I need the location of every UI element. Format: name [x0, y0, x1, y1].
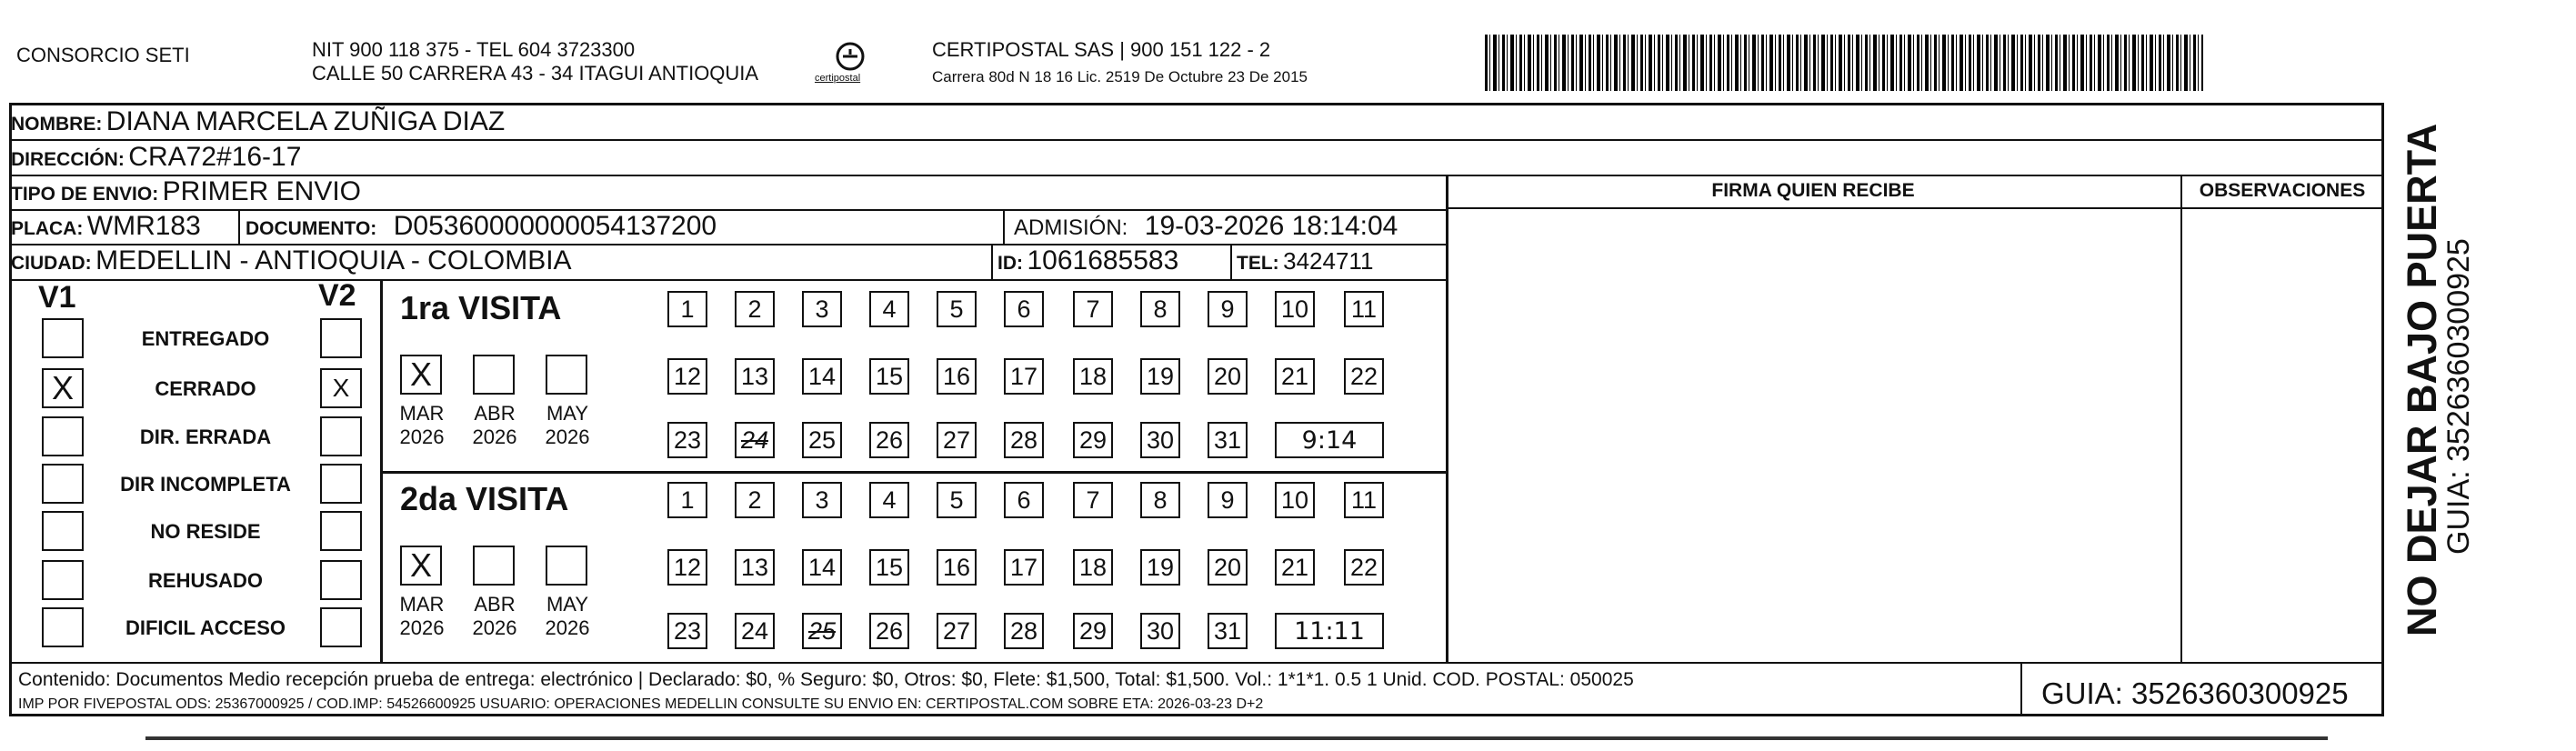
month-label: MAY — [546, 593, 589, 616]
day-box[interactable]: 1 — [667, 482, 707, 518]
day-box[interactable]: 23 — [667, 613, 707, 649]
day-box[interactable]: 24 — [735, 422, 775, 458]
shipping-label: TIPO DE ENVIO: — [11, 184, 159, 205]
signature-area[interactable] — [1448, 209, 2180, 662]
barcode — [1485, 35, 2203, 91]
side-warning: NO DEJAR BAJO PUERTA — [2399, 123, 2445, 636]
day-box[interactable]: 8 — [1140, 482, 1180, 518]
v1-checkbox[interactable]: X — [42, 368, 84, 408]
month-checkbox[interactable]: X — [400, 546, 442, 586]
day-box[interactable]: 10 — [1275, 291, 1315, 327]
month-checkbox[interactable] — [546, 546, 587, 586]
shipping-row — [11, 178, 361, 210]
day-box[interactable]: 25 — [802, 613, 842, 649]
day-box[interactable]: 15 — [869, 358, 909, 395]
day-box[interactable]: 25 — [802, 422, 842, 458]
document-value: D05360000000054137200 — [393, 211, 717, 241]
day-box[interactable]: 31 — [1208, 613, 1248, 649]
status-label: DIFICIL ACCESO — [125, 616, 286, 639]
visit-time[interactable]: 11:11 — [1275, 613, 1384, 649]
day-box[interactable]: 3 — [802, 291, 842, 327]
day-box[interactable]: 5 — [937, 482, 977, 518]
content-line: Contenido: Documentos Medio recepción prueba de entrega: electrónico | Declarado: $0, % Seguro: $0, Otros: $0, Flete: $1,500, Total: $1,500. Vol.: 1*1*1. 0.5 1 Unid. COD. POSTAL: 050025 — [18, 669, 1634, 690]
day-box[interactable]: 7 — [1073, 482, 1113, 518]
day-box[interactable]: 29 — [1073, 613, 1113, 649]
day-box[interactable]: 9 — [1208, 291, 1248, 327]
year-label: 2026 — [545, 616, 590, 639]
admission-field — [1014, 213, 1398, 245]
day-box[interactable]: 4 — [869, 291, 909, 327]
name-row — [11, 108, 505, 140]
day-box[interactable]: 5 — [937, 291, 977, 327]
v2-checkbox[interactable] — [320, 560, 362, 600]
day-box[interactable]: 15 — [869, 549, 909, 586]
day-box[interactable]: 14 — [802, 358, 842, 395]
year-label: 2026 — [472, 616, 517, 639]
v2-checkbox[interactable]: X — [320, 368, 362, 408]
id-field — [997, 247, 1178, 279]
plate-field — [11, 213, 201, 245]
second-visit-title: 2da VISITA — [400, 480, 569, 517]
day-box[interactable]: 21 — [1275, 549, 1315, 586]
day-box[interactable]: 20 — [1208, 549, 1248, 586]
nit-line: NIT 900 118 375 - TEL 604 3723300 — [312, 38, 636, 61]
v2-checkbox[interactable] — [320, 318, 362, 358]
v1-label: V1 — [38, 280, 76, 315]
tel-field — [1237, 247, 1373, 279]
day-box[interactable]: 30 — [1140, 422, 1180, 458]
day-box[interactable]: 18 — [1073, 549, 1113, 586]
plate-label: PLACA: — [11, 218, 84, 239]
first-visit-title: 1ra VISITA — [400, 289, 562, 326]
tel-label: TEL: — [1237, 253, 1279, 274]
year-label: 2026 — [399, 426, 445, 448]
recipient-address: CRA72#16-17 — [128, 142, 302, 172]
month-checkbox[interactable]: X — [400, 355, 442, 395]
admission-value: 19-03-2026 18:14:04 — [1144, 211, 1398, 241]
day-box[interactable]: 16 — [937, 549, 977, 586]
document-field — [246, 213, 717, 245]
day-box[interactable]: 20 — [1208, 358, 1248, 395]
day-box[interactable]: 3 — [802, 482, 842, 518]
v2-checkbox[interactable] — [320, 464, 362, 504]
month-checkbox[interactable] — [473, 355, 515, 395]
logo-text: certipostal — [815, 73, 861, 84]
day-box[interactable]: 16 — [937, 358, 977, 395]
day-box[interactable]: 17 — [1004, 549, 1044, 586]
document-label: DOCUMENTO: — [246, 218, 377, 239]
day-box[interactable]: 6 — [1004, 291, 1044, 327]
id-value: 1061685583 — [1027, 245, 1179, 275]
company-name: CONSORCIO SETI — [16, 44, 190, 66]
day-box[interactable]: 13 — [735, 358, 775, 395]
day-box[interactable]: 11 — [1344, 482, 1384, 518]
observations-area[interactable] — [2182, 209, 2384, 662]
day-box[interactable]: 12 — [667, 358, 707, 395]
bottom-edge-line — [145, 736, 2328, 740]
month-checkbox[interactable] — [473, 546, 515, 586]
month-label: ABR — [474, 593, 516, 616]
year-label: 2026 — [399, 616, 445, 639]
day-box[interactable]: 6 — [1004, 482, 1044, 518]
day-box[interactable]: 26 — [869, 613, 909, 649]
day-box[interactable]: 19 — [1140, 549, 1180, 586]
address-label: DIRECCIÓN: — [11, 149, 125, 170]
month-checkbox[interactable] — [546, 355, 587, 395]
day-box[interactable]: 27 — [937, 613, 977, 649]
year-label: 2026 — [545, 426, 590, 448]
day-box[interactable]: 12 — [667, 549, 707, 586]
name-label: NOMBRE: — [11, 114, 103, 135]
signature-header: FIRMA QUIEN RECIBE — [1711, 180, 1915, 201]
day-box[interactable]: 2 — [735, 291, 775, 327]
status-label: CERRADO — [155, 377, 256, 400]
day-box[interactable]: 11 — [1344, 291, 1384, 327]
shipping-type: PRIMER ENVIO — [162, 176, 362, 206]
day-box[interactable]: 7 — [1073, 291, 1113, 327]
day-box[interactable]: 17 — [1004, 358, 1044, 395]
recipient-name: DIANA MARCELA ZUÑIGA DIAZ — [105, 106, 506, 136]
day-box[interactable]: 26 — [869, 422, 909, 458]
address-row — [11, 144, 301, 175]
day-box[interactable]: 30 — [1140, 613, 1180, 649]
day-box[interactable]: 1 — [667, 291, 707, 327]
admission-label: ADMISIÓN: — [1014, 215, 1128, 240]
v2-checkbox[interactable] — [320, 607, 362, 647]
city-label: CIUDAD: — [11, 253, 92, 274]
id-label: ID: — [997, 253, 1023, 274]
month-label: ABR — [474, 402, 516, 425]
footer-guia: GUIA: 3526360300925 — [2041, 676, 2349, 710]
visit-time[interactable]: 9:14 — [1275, 422, 1384, 458]
side-guia: GUIA: 3526360300925 — [2441, 238, 2476, 555]
day-box[interactable]: 28 — [1004, 422, 1044, 458]
day-box[interactable]: 13 — [735, 549, 775, 586]
day-box[interactable]: 24 — [735, 613, 775, 649]
v2-label: V2 — [318, 278, 356, 313]
day-box[interactable]: 21 — [1275, 358, 1315, 395]
day-box[interactable]: 29 — [1073, 422, 1113, 458]
status-label: ENTREGADO — [141, 327, 270, 350]
year-label: 2026 — [472, 426, 517, 448]
status-label: DIR. ERRADA — [139, 426, 272, 448]
day-box[interactable]: 4 — [869, 482, 909, 518]
carrier-name: CERTIPOSTAL SAS | 900 151 122 - 2 — [932, 38, 1271, 61]
imp-line: IMP POR FIVEPOSTAL ODS: 25367000925 / COD.IMP: 54526600925 USUARIO: OPERACIONES MEDELLIN CONSULTE SU ENVIO EN: CERTIPOSTAL.COM SOBRE ETA: 2026-03-23 D+2 — [18, 696, 1264, 712]
day-box[interactable]: 31 — [1208, 422, 1248, 458]
city-field — [11, 247, 572, 279]
day-box[interactable]: 23 — [667, 422, 707, 458]
day-box[interactable]: 22 — [1344, 549, 1384, 586]
day-box[interactable]: 9 — [1208, 482, 1248, 518]
month-label: MAR — [399, 593, 445, 616]
month-label: MAR — [399, 402, 445, 425]
status-label: DIR INCOMPLETA — [120, 473, 291, 496]
v2-checkbox[interactable] — [320, 416, 362, 456]
plate-value: WMR183 — [86, 211, 201, 241]
tel-value: 3424711 — [1283, 247, 1374, 275]
v2-checkbox[interactable] — [320, 511, 362, 551]
status-label: REHUSADO — [148, 569, 263, 592]
month-label: MAY — [546, 402, 589, 425]
observations-header: OBSERVACIONES — [2199, 180, 2366, 201]
day-box[interactable]: 2 — [735, 482, 775, 518]
day-box[interactable]: 28 — [1004, 613, 1044, 649]
carrier-address: Carrera 80d N 18 16 Lic. 2519 De Octubre 23 De 2015 — [932, 68, 1308, 85]
day-box[interactable]: 22 — [1344, 358, 1384, 395]
day-box[interactable]: 18 — [1073, 358, 1113, 395]
day-box[interactable]: 10 — [1275, 482, 1315, 518]
day-box[interactable]: 8 — [1140, 291, 1180, 327]
status-label: NO RESIDE — [150, 520, 261, 543]
company-address: CALLE 50 CARRERA 43 - 34 ITAGUI ANTIOQUIA — [312, 62, 759, 85]
day-box[interactable]: 14 — [802, 549, 842, 586]
day-box[interactable]: 19 — [1140, 358, 1180, 395]
city-value: MEDELLIN - ANTIOQUIA - COLOMBIA — [95, 245, 572, 275]
day-box[interactable]: 27 — [937, 422, 977, 458]
